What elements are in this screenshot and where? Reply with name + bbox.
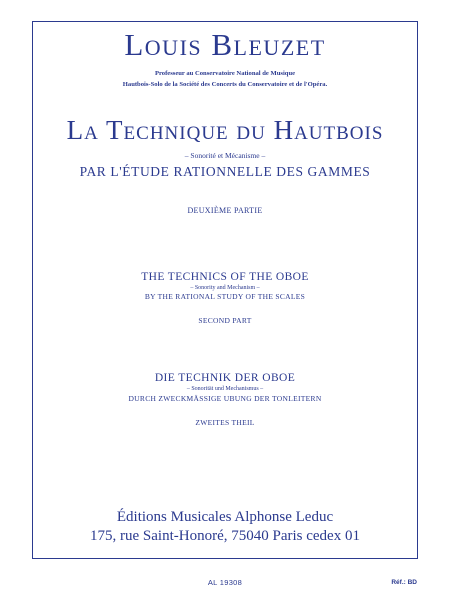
author-credential-1: Professeur au Conservatoire National de Musique: [154, 70, 296, 77]
reference-code: Réf.: BD: [391, 579, 417, 586]
publisher-name: Éditions Musicales Alphonse Leduc: [116, 509, 334, 525]
catalog-number: AL 19308: [207, 578, 243, 587]
part-english: SECOND PART: [198, 316, 252, 325]
part-german: ZWEITES THEIL: [195, 418, 255, 427]
publisher-address: 175, rue Saint-Honoré, 75040 Paris cedex 01: [90, 528, 360, 544]
method-french: PAR L'ÉTUDE RATIONNELLE DES GAMMES: [79, 164, 371, 179]
subtitle-german: – Sonorität und Mechanismus –: [186, 386, 264, 392]
part-french: DEUXIÈME PARTIE: [187, 206, 263, 215]
author-name: Louis Bleuzet: [124, 27, 326, 62]
author-credential-2: Hautbois-Solo de la Société des Concerts du Conservatoire et de l'Opéra.: [122, 81, 328, 88]
title-german: DIE TECHNIK DER OBOE: [154, 372, 296, 384]
subtitle-english: – Sonority and Mechanism –: [190, 285, 260, 291]
method-english: BY THE RATIONAL STUDY OF THE SCALES: [144, 292, 306, 301]
title-english: THE TECHNICS OF THE OBOE: [141, 271, 309, 283]
method-german: DURCH ZWECKMÄSSIGE UBUNG DER TONLEITERN: [128, 394, 322, 403]
subtitle-french: – Sonorité et Mécanisme –: [184, 151, 266, 160]
title-french: La Technique du Hautbois: [66, 115, 384, 145]
